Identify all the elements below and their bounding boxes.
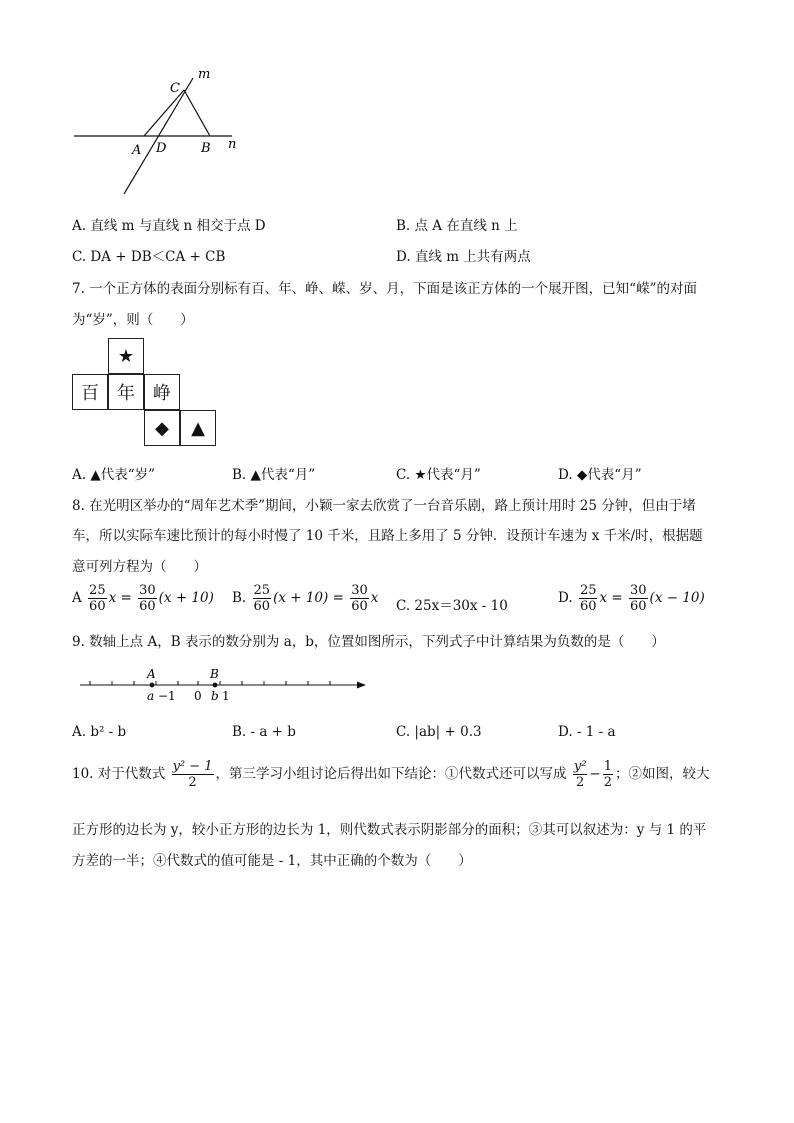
number-line — [74, 662, 374, 706]
q7-stem-line2: 为“岁”，则（ ） — [72, 312, 194, 328]
q8-option-a: A $\frac{25}{60}$ x = $\frac{30}{60}$ (x + 10) — [72, 583, 214, 614]
q10-stem-line3: 方差的一半；④代数式的值可能是 - 1，其中正确的个数为（ ） — [72, 853, 472, 869]
q8-option-b: B. $\frac{25}{60}$ (x + 10) = $\frac{30}{60}$ x — [232, 583, 379, 614]
q8-option-d: D. $\frac{25}{60}$ x = $\frac{30}{60}$ (x − 10) — [558, 583, 705, 614]
q9-stem: 9. 数轴上点 A，B 表示的数分别为 a，b，位置如图所示，下列式子中计算结果为负数的是（ ） — [72, 634, 665, 650]
q7-option-a: A. ▲代表“岁” — [72, 467, 156, 483]
label-B: B — [201, 141, 211, 156]
cell-zheng: 峥 — [144, 374, 180, 410]
label-m: m — [198, 67, 211, 82]
q7-option-b: B. ▲代表“月” — [232, 467, 316, 483]
q10-stem-line1: 10. 对于代数式 $\frac{\text{y² − 1}}{2}$ ，第三学习小组讨论后得出如下结论：①代数式还可以写成 $\frac{\text{y²}}{2}$ − $\frac{1}{2}$ ；②如图，较大 — [72, 759, 710, 790]
label-minus-one: −1 — [158, 689, 176, 703]
label-n: n — [228, 137, 237, 152]
q7-stem-line1: 7. 一个正方体的表面分别标有百、年、峥、嵘、岁、月，下面是该正方体的一个展开图，已知“嵘”的对面 — [72, 281, 697, 297]
label-one: 1 — [222, 689, 230, 703]
cell-bai: 百 — [72, 374, 108, 410]
q8-stem-line1: 8. 在光明区举办的“周年艺术季”期间，小颖一家去欣赏了一台音乐剧，路上预计用时 25 分钟，但由于堵 — [72, 498, 696, 514]
label-D: D — [156, 141, 167, 156]
q6-option-b: B. 点 A 在直线 n 上 — [396, 218, 518, 234]
q9-option-d: D. - 1 - a — [558, 724, 616, 740]
q9-option-b: B. - a + b — [232, 724, 296, 740]
q8-option-c: C. 25x＝30x - 10 — [396, 598, 508, 614]
segment-CA — [144, 90, 184, 136]
q7-option-c: C. ★代表“月” — [396, 467, 481, 483]
q10-fraction: $\frac{\text{y² − 1}}{2}$ — [172, 759, 213, 790]
point-A — [150, 683, 155, 688]
label-A: A — [132, 143, 142, 158]
label-C: C — [170, 81, 180, 96]
label-A: A — [147, 667, 156, 681]
cell-diamond: ◆ — [144, 410, 180, 446]
cell-nian: 年 — [108, 374, 144, 410]
point-B — [213, 683, 218, 688]
q9-option-c: C. |ab| + 0.3 — [396, 724, 482, 740]
q6-option-c: C. DA + DB＜CA + CB — [72, 249, 226, 265]
q6-option-a: A. 直线 m 与直线 n 相交于点 D — [72, 218, 266, 234]
label-B: B — [210, 667, 219, 681]
label-zero: 0 — [194, 689, 202, 703]
label-b: b — [211, 689, 219, 703]
axis-ticks — [90, 681, 330, 685]
q8-stem-line3: 意可列方程为（ ） — [72, 559, 207, 575]
axis-arrow — [357, 682, 366, 689]
q10-stem-line2: 正方形的边长为 y，较小正方形的边长为 1，则代数式表示阴影部分的面积；③其可以叙述为：y 与 1 的平 — [72, 822, 707, 838]
q9-option-a: A. b² - b — [72, 724, 127, 740]
cell-star: ★ — [108, 338, 144, 374]
q6-figure — [60, 62, 260, 202]
q7-option-d: D. ◆代表“月” — [558, 467, 642, 483]
segment-CB — [184, 90, 210, 136]
q8-stem-line2: 车，所以实际车速比预计的每小时慢了 10 千米，且路上多用了 5 分钟．设预计车速为 x 千米/时，根据题 — [72, 528, 703, 544]
q6-option-d: D. 直线 m 上共有两点 — [396, 249, 531, 265]
label-a: a — [147, 689, 155, 703]
cell-triangle: ▲ — [180, 410, 216, 446]
